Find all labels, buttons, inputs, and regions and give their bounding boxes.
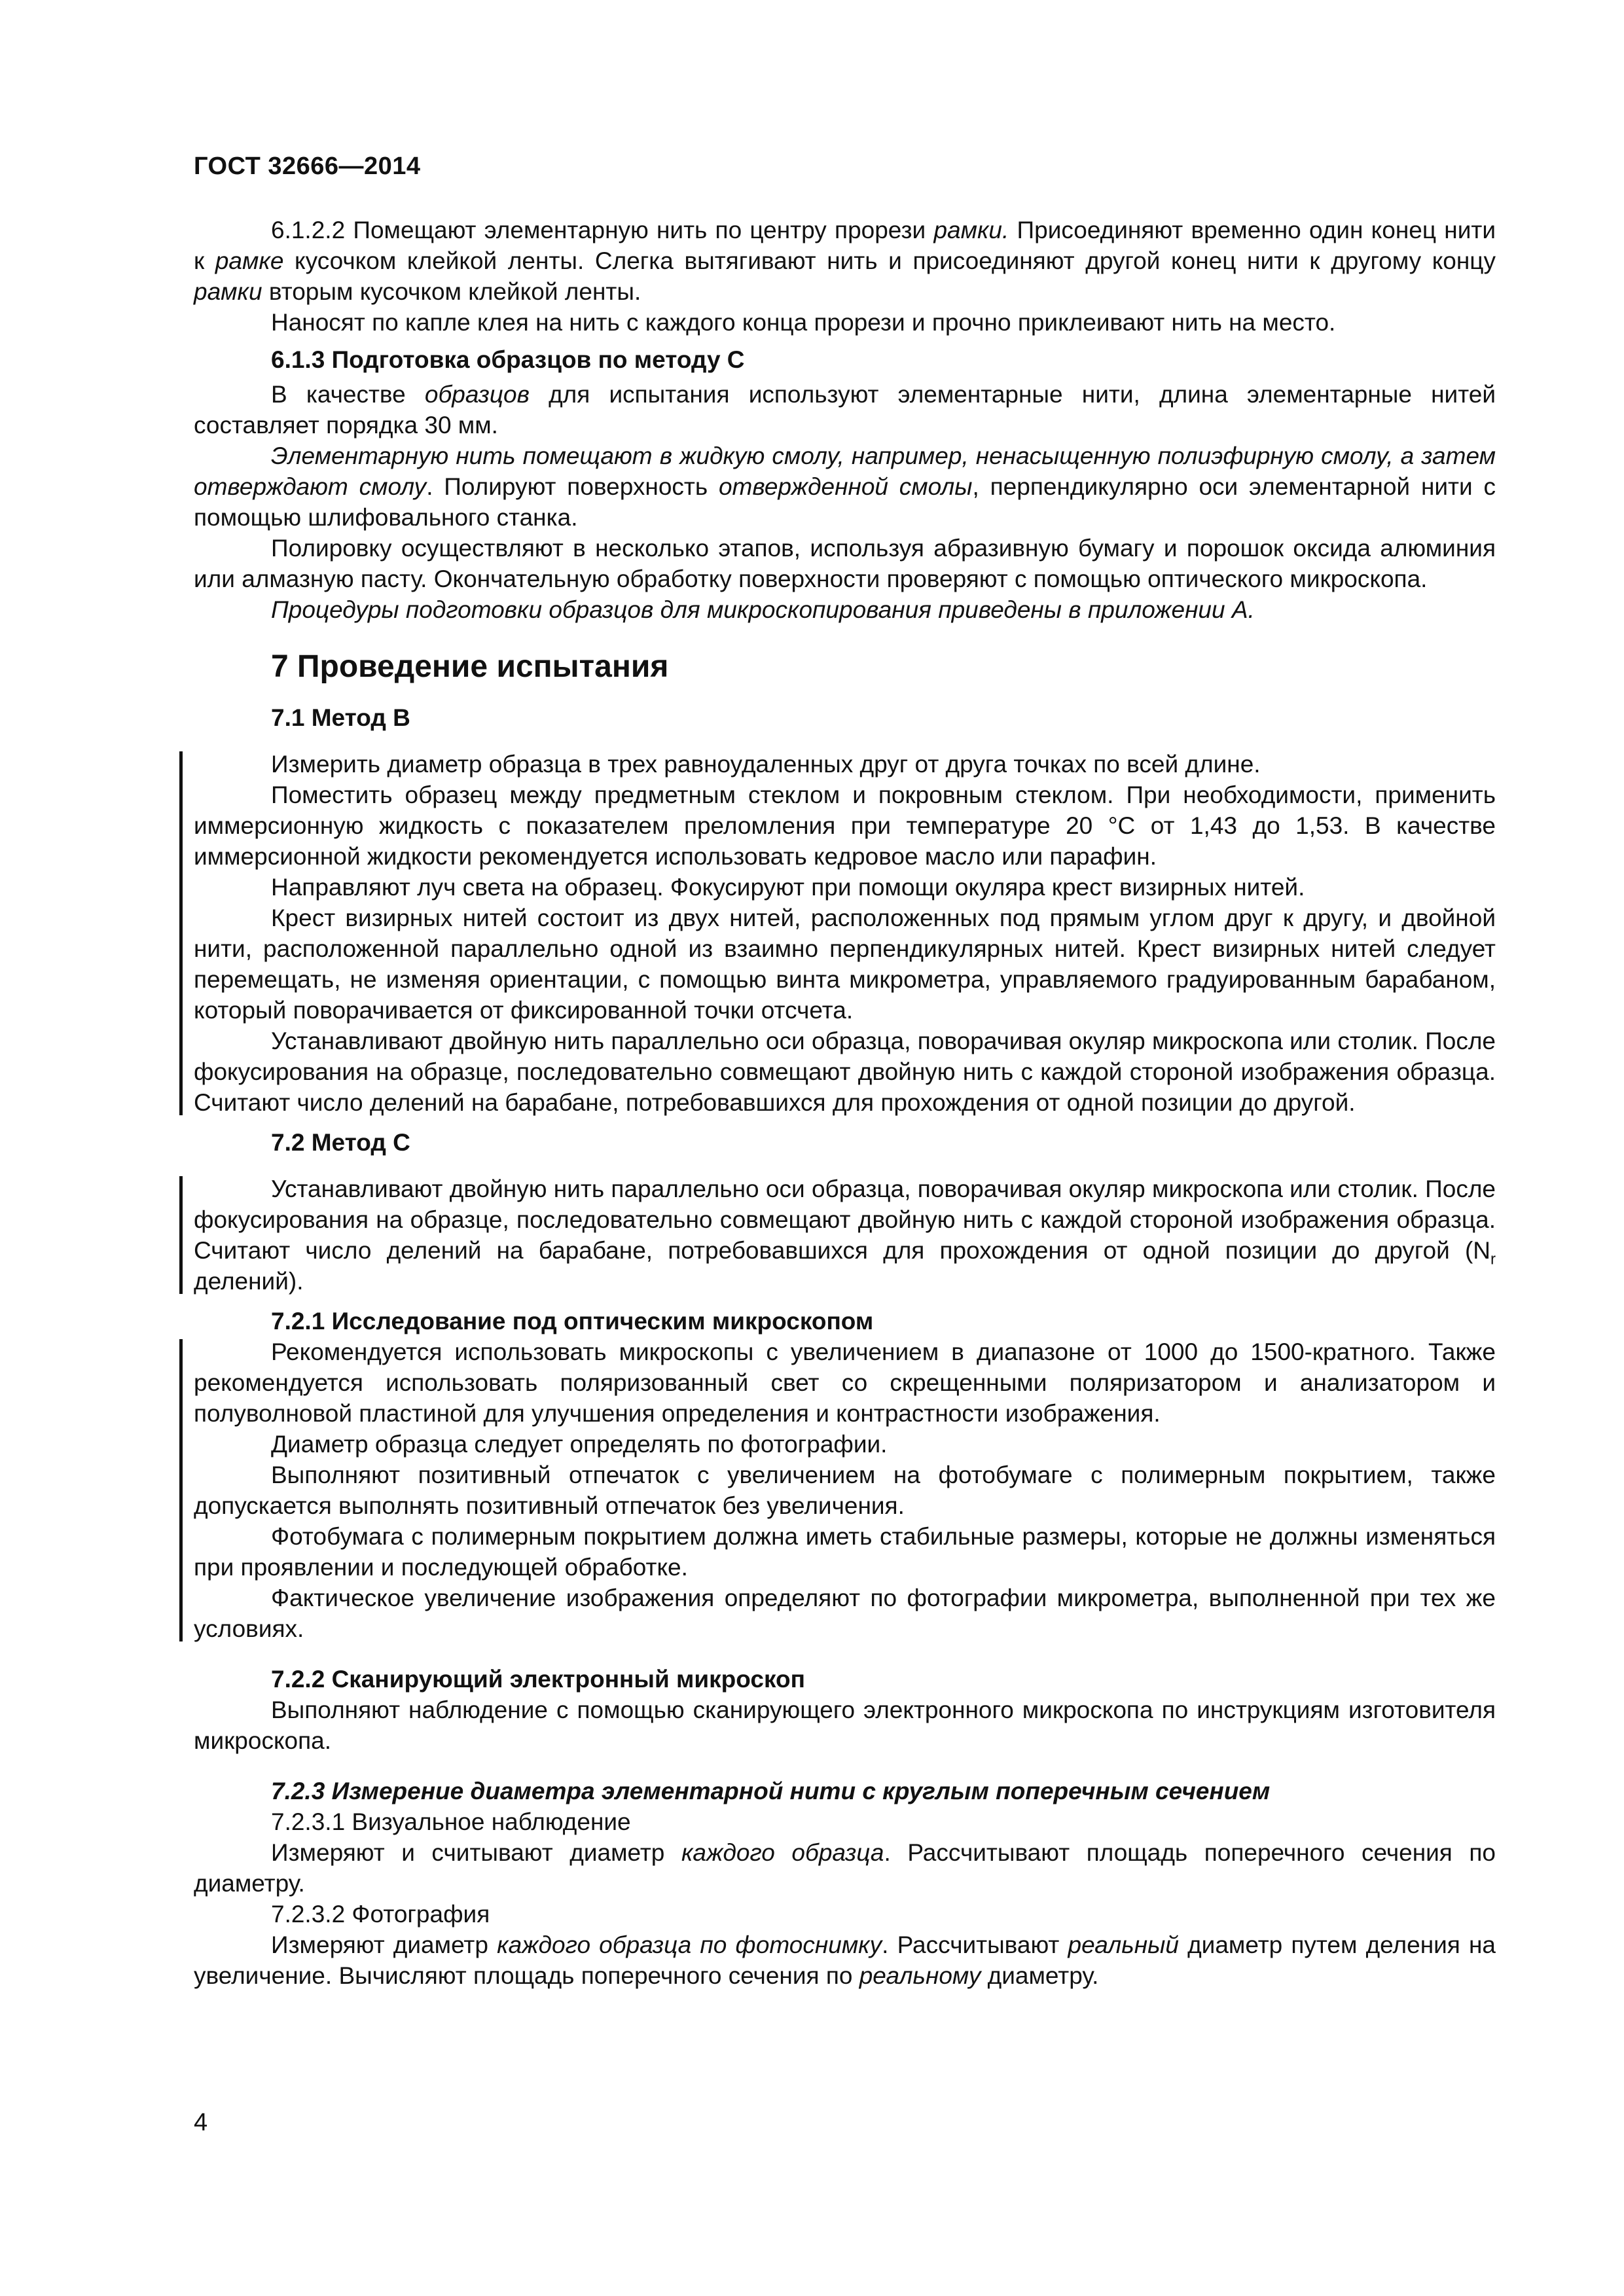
heading-7-2-3-2: 7.2.3.2 Фотография bbox=[271, 1901, 490, 1928]
change-bar bbox=[179, 1339, 183, 1641]
document-body bbox=[194, 215, 1496, 1991]
heading-7-2: 7.2 Метод С bbox=[271, 1129, 410, 1156]
change-block-7-1 bbox=[194, 749, 1496, 1118]
paragraph-7-2-a: Устанавливают двойную нить параллельно оси образца, поворачивая окуляр микроскопа или столик. После фокусирования на образце, последовательно совмещают двойную нить с каждой стороной изображения образца. Считают число делений на барабане, потребовавшихся для прохождения от одной позиции до другой ($N_r$ делений). bbox=[194, 1175, 1496, 1295]
heading-7-2-2: 7.2.2 Сканирующий электронный микроскоп bbox=[271, 1666, 805, 1693]
heading-7-2-3-1: 7.2.3.1 Визуальное наблюдение bbox=[271, 1808, 631, 1835]
paragraph-6-1-3-a: В качестве образцов для испытания используют элементарные нити, длина элементарные нитей составляет порядка 30 мм. bbox=[194, 381, 1496, 439]
change-block-7-2-1 bbox=[194, 1336, 1496, 1644]
heading-6-1-3: 6.1.3 Подготовка образцов по методу С bbox=[271, 346, 745, 373]
paragraph-6-1-3-b: Элементарную нить помещают в жидкую смолу, например, ненасыщенную полиэфирную смолу, а затем отверждают смолу. Полируют поверхность отвержденной смолы, перпендикулярно оси элементарной нити с помощью шлифовального станка. bbox=[194, 442, 1496, 531]
paragraph-7-2-1-c: Выполняют позитивный отпечаток с увеличением на фотобумаге с полимерным покрытием, также допускается выполнять позитивный отпечаток без увеличения. bbox=[194, 1462, 1496, 1519]
paragraph-6-1-3-c: Полировку осуществляют в несколько этапов, используя абразивную бумагу и порошок оксида алюминия или алмазную пасту. Окончательную обработку поверхности проверяют с помощью оптического микроскопа. bbox=[194, 535, 1496, 592]
paragraph-6-1-2-2: 6.1.2.2 Помещают элементарную нить по центру прорези рамки. Присоединяют временно один конец нити к рамке кусочком клейкой ленты. Слегка вытягивают нить и присоединяют другой конец нити к другому концу рамки вторым кусочком клейкой ленты. bbox=[194, 217, 1496, 305]
change-block-7-2 bbox=[194, 1174, 1496, 1297]
change-bar bbox=[179, 1176, 183, 1294]
paragraph-7-1-b: Поместить образец между предметным стеклом и покровным стеклом. При необходимости, применить иммерсионную жидкость с показателем преломления при температуре 20 °С от 1,43 до 1,53. В качестве иммерсионной жидкости рекомендуется использовать кедровое масло или парафин. bbox=[194, 781, 1496, 870]
paragraph-7-1-a: Измерить диаметр образца в трех равноудаленных друг от друга точках по всей длине. bbox=[271, 751, 1261, 778]
paragraph-7-2-3-2: Измеряют диаметр каждого образца по фотоснимку. Рассчитывают реальный диаметр путем деления на увеличение. Вычисляют площадь поперечного сечения по реальному диаметру. bbox=[194, 1931, 1496, 1989]
paragraph-7-2-1-a: Рекомендуется использовать микроскопы с увеличением в диапазоне от 1000 до 1500-кратного. Также рекомендуется использовать поляризованный свет со скрещенными поляризатором и анализатором и полуволновой пластиной для улучшения определения и контрастности изображения. bbox=[194, 1338, 1496, 1427]
paragraph-7-2-1-d: Фотобумага с полимерным покрытием должна иметь стабильные размеры, которые не должны изменяться при проявлении и последующей обработке. bbox=[194, 1523, 1496, 1581]
change-bar bbox=[179, 751, 183, 1115]
heading-7-2-3: 7.2.3 Измерение диаметра элементарной нити с круглым поперечным сечением bbox=[271, 1778, 1271, 1804]
heading-section-7: 7 Проведение испытания bbox=[271, 649, 669, 684]
document-header: ГОСТ 32666—2014 bbox=[194, 152, 421, 180]
heading-7-1: 7.1 Метод В bbox=[271, 704, 410, 731]
paragraph-7-1-c: Направляют луч света на образец. Фокусируют при помощи окуляра крест визирных нитей. bbox=[271, 874, 1305, 901]
paragraph-7-2-1-b: Диаметр образца следует определять по фотографии. bbox=[271, 1431, 888, 1458]
paragraph-glue: Наносят по капле клея на нить с каждого конца прорези и прочно приклеивают нить на место. bbox=[271, 309, 1336, 336]
paragraph-7-2-1-e: Фактическое увеличение изображения определяют по фотографии микрометра, выполненной при тех же условиях. bbox=[194, 1585, 1496, 1642]
paragraph-6-1-3-d: Процедуры подготовки образцов для микроскопирования приведены в приложении А. bbox=[271, 596, 1255, 623]
heading-7-2-1: 7.2.1 Исследование под оптическим микроскопом bbox=[271, 1308, 874, 1335]
paragraph-7-2-2: Выполняют наблюдение с помощью сканирующего электронного микроскопа по инструкциям изготовителя микроскопа. bbox=[194, 1696, 1496, 1754]
page-number: 4 bbox=[194, 2109, 208, 2136]
paragraph-7-1-e: Устанавливают двойную нить параллельно оси образца, поворачивая окуляр микроскопа или столик. После фокусирования на образце, последовательно совмещают двойную нить с каждой стороной изображения образца. Считают число делений на барабане, потребовавшихся для прохождения от одной позиции до другой. bbox=[194, 1028, 1496, 1116]
paragraph-7-1-d: Крест визирных нитей состоит из двух нитей, расположенных под прямым углом друг к другу, и двойной нити, расположенной параллельно одной из взаимно перпендикулярных нитей. Крест визирных нитей следует перемещать, не изменяя ориентации, с помощью винта микрометра, управляемого градуированным барабаном, который поворачивается от фиксированной точки отсчета. bbox=[194, 905, 1496, 1024]
paragraph-7-2-3-1: Измеряют и считывают диаметр каждого образца. Рассчитывают площадь поперечного сечения по диаметру. bbox=[194, 1839, 1496, 1897]
